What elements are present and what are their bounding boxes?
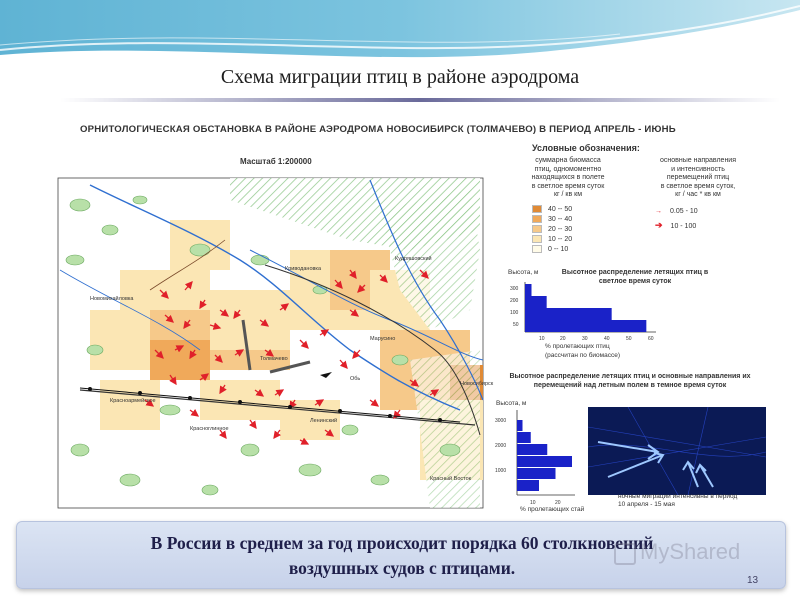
chart-tick: 50 (513, 322, 519, 328)
biomass-legend-item (532, 225, 572, 233)
night-chart-title: Высотное распределение летящих птиц и основные направления их перемещений над летным полем в темное время суток (509, 373, 751, 389)
night-caption-line: 10 апреля - 15 мая (618, 501, 675, 508)
watermark-icon (614, 543, 636, 565)
legend-header-line: суммарна биомасса (535, 157, 601, 164)
place-label: Красноармейское (110, 398, 156, 404)
place-label: Толмачево (260, 356, 288, 362)
legend-swatch (532, 235, 542, 243)
legend-header-line: перемещений птиц (666, 174, 730, 181)
legend-title: Условные обозначения: (532, 143, 640, 153)
chart-tick: 300 (510, 286, 519, 292)
chart-tick: 20 (560, 336, 566, 342)
legend-swatch (532, 205, 542, 213)
map-heading: ОРНИТОЛОГИЧЕСКАЯ ОБСТАНОВКА В РАЙОНЕ АЭРОДРОМА НОВОСИБИРСК (ТОЛМАЧЕВО) В ПЕРИОД АПРЕЛЬ - ИЮНЬ (80, 124, 676, 135)
legend-header-line: кг / час * кв км (675, 191, 721, 198)
chart-tick: 60 (648, 336, 654, 342)
day-chart-xlabel: % пролетающих птиц (545, 343, 610, 350)
place-label: Новосибирск (460, 381, 494, 387)
thick-arrow-icon: ➔ (655, 220, 663, 230)
legend-header-line: находящихся в полете (531, 174, 605, 181)
biomass-legend-item (532, 235, 572, 243)
chart-bar (525, 308, 612, 320)
legend-item-label: 40 -- 50 (548, 205, 573, 213)
legend-header-line: кг / кв км (553, 191, 583, 198)
day-altitude-chart (510, 282, 656, 342)
chart-tick: 200 (510, 298, 519, 304)
legend-item-label: 20 -- 30 (548, 225, 573, 233)
legend-header-line: в светлое время суток, (660, 182, 736, 190)
chart-bar (517, 480, 539, 491)
chart-tick: 1000 (495, 468, 507, 474)
page-number: 13 (747, 575, 759, 586)
chart-tick: 3000 (495, 418, 507, 424)
header-wave-decoration (0, 0, 800, 70)
day-chart-ylabel: Высота, м (508, 269, 539, 276)
place-label: Красный Восток (430, 476, 472, 482)
legend-swatch (532, 225, 542, 233)
chart-tick: 30 (582, 336, 588, 342)
legend-item-label: 0 -- 10 (548, 245, 569, 253)
info-note-line: В России в среднем за год происходит порядка 60 столкновений (150, 533, 654, 553)
chart-tick: 20 (555, 500, 561, 506)
chart-bar (517, 456, 572, 467)
biomass-legend-header (508, 157, 628, 200)
legend-item-label: 10 - 100 (670, 223, 697, 230)
legend-item-label: 10 -- 20 (548, 235, 573, 243)
legend-header-line: в светлое время суток (531, 182, 605, 190)
legend-header-line: птиц, одномоментно (534, 165, 602, 173)
night-radar-image (588, 407, 766, 495)
place-label: Новомихайловка (90, 296, 134, 302)
legend-item-label: 0.05 - 10 (670, 208, 698, 215)
day-chart-title: Высотное распределение летящих птиц в светлое время суток (561, 269, 709, 285)
direction-legend-item (655, 220, 696, 231)
chart-bar (525, 296, 547, 308)
legend-swatch (532, 245, 542, 253)
night-radar-panel (588, 407, 766, 495)
chart-bar (517, 468, 556, 479)
place-label: Марусино (370, 336, 396, 342)
chart-tick: 10 (530, 500, 536, 506)
legend-header-line: и интенсивность (671, 165, 725, 173)
place-label: Ленинский (310, 418, 338, 424)
chart-bar (517, 444, 547, 455)
biomass-legend-item (532, 245, 568, 253)
direction-legend-header (638, 157, 758, 200)
night-chart-ylabel: Высота, м (496, 400, 527, 407)
place-label: Кудряшовский (395, 256, 432, 262)
chart-bar (525, 284, 532, 296)
day-chart-note: (рассчитан по биомассе) (545, 352, 621, 359)
legend-item-label: 30 -- 40 (548, 215, 573, 223)
legend-swatch (532, 215, 542, 223)
chart-tick: 10 (539, 336, 545, 342)
thin-arrow-icon: → (655, 208, 662, 215)
info-note-line: воздушных судов с птицами. (288, 558, 516, 578)
legend-header-line: основные направления (659, 157, 737, 164)
title-divider (60, 98, 780, 102)
chart-bar (517, 420, 523, 431)
night-altitude-chart (495, 410, 575, 506)
place-label: Обь (350, 376, 361, 382)
place-label: Криводановка (285, 266, 322, 272)
biomass-legend-item (532, 215, 572, 223)
chart-bar (525, 320, 646, 332)
chart-tick: 100 (510, 310, 519, 316)
map-scale: Масштаб 1:200000 (240, 157, 312, 166)
biomass-legend-item (532, 205, 572, 213)
night-caption-line: ночные миграции интенсивны в период (618, 493, 738, 500)
place-label: Красноглинное (190, 426, 229, 432)
direction-legend-item (655, 208, 698, 215)
night-caption (618, 493, 737, 509)
chart-tick: 2000 (495, 443, 507, 449)
night-chart-xlabel: % пролетающих стай (520, 506, 585, 513)
chart-bar (517, 432, 531, 443)
chart-tick: 40 (604, 336, 610, 342)
chart-tick: 50 (626, 336, 632, 342)
slide-title: Схема миграции птиц в районе аэродрома (220, 66, 580, 88)
watermark: MyShared (640, 539, 741, 564)
